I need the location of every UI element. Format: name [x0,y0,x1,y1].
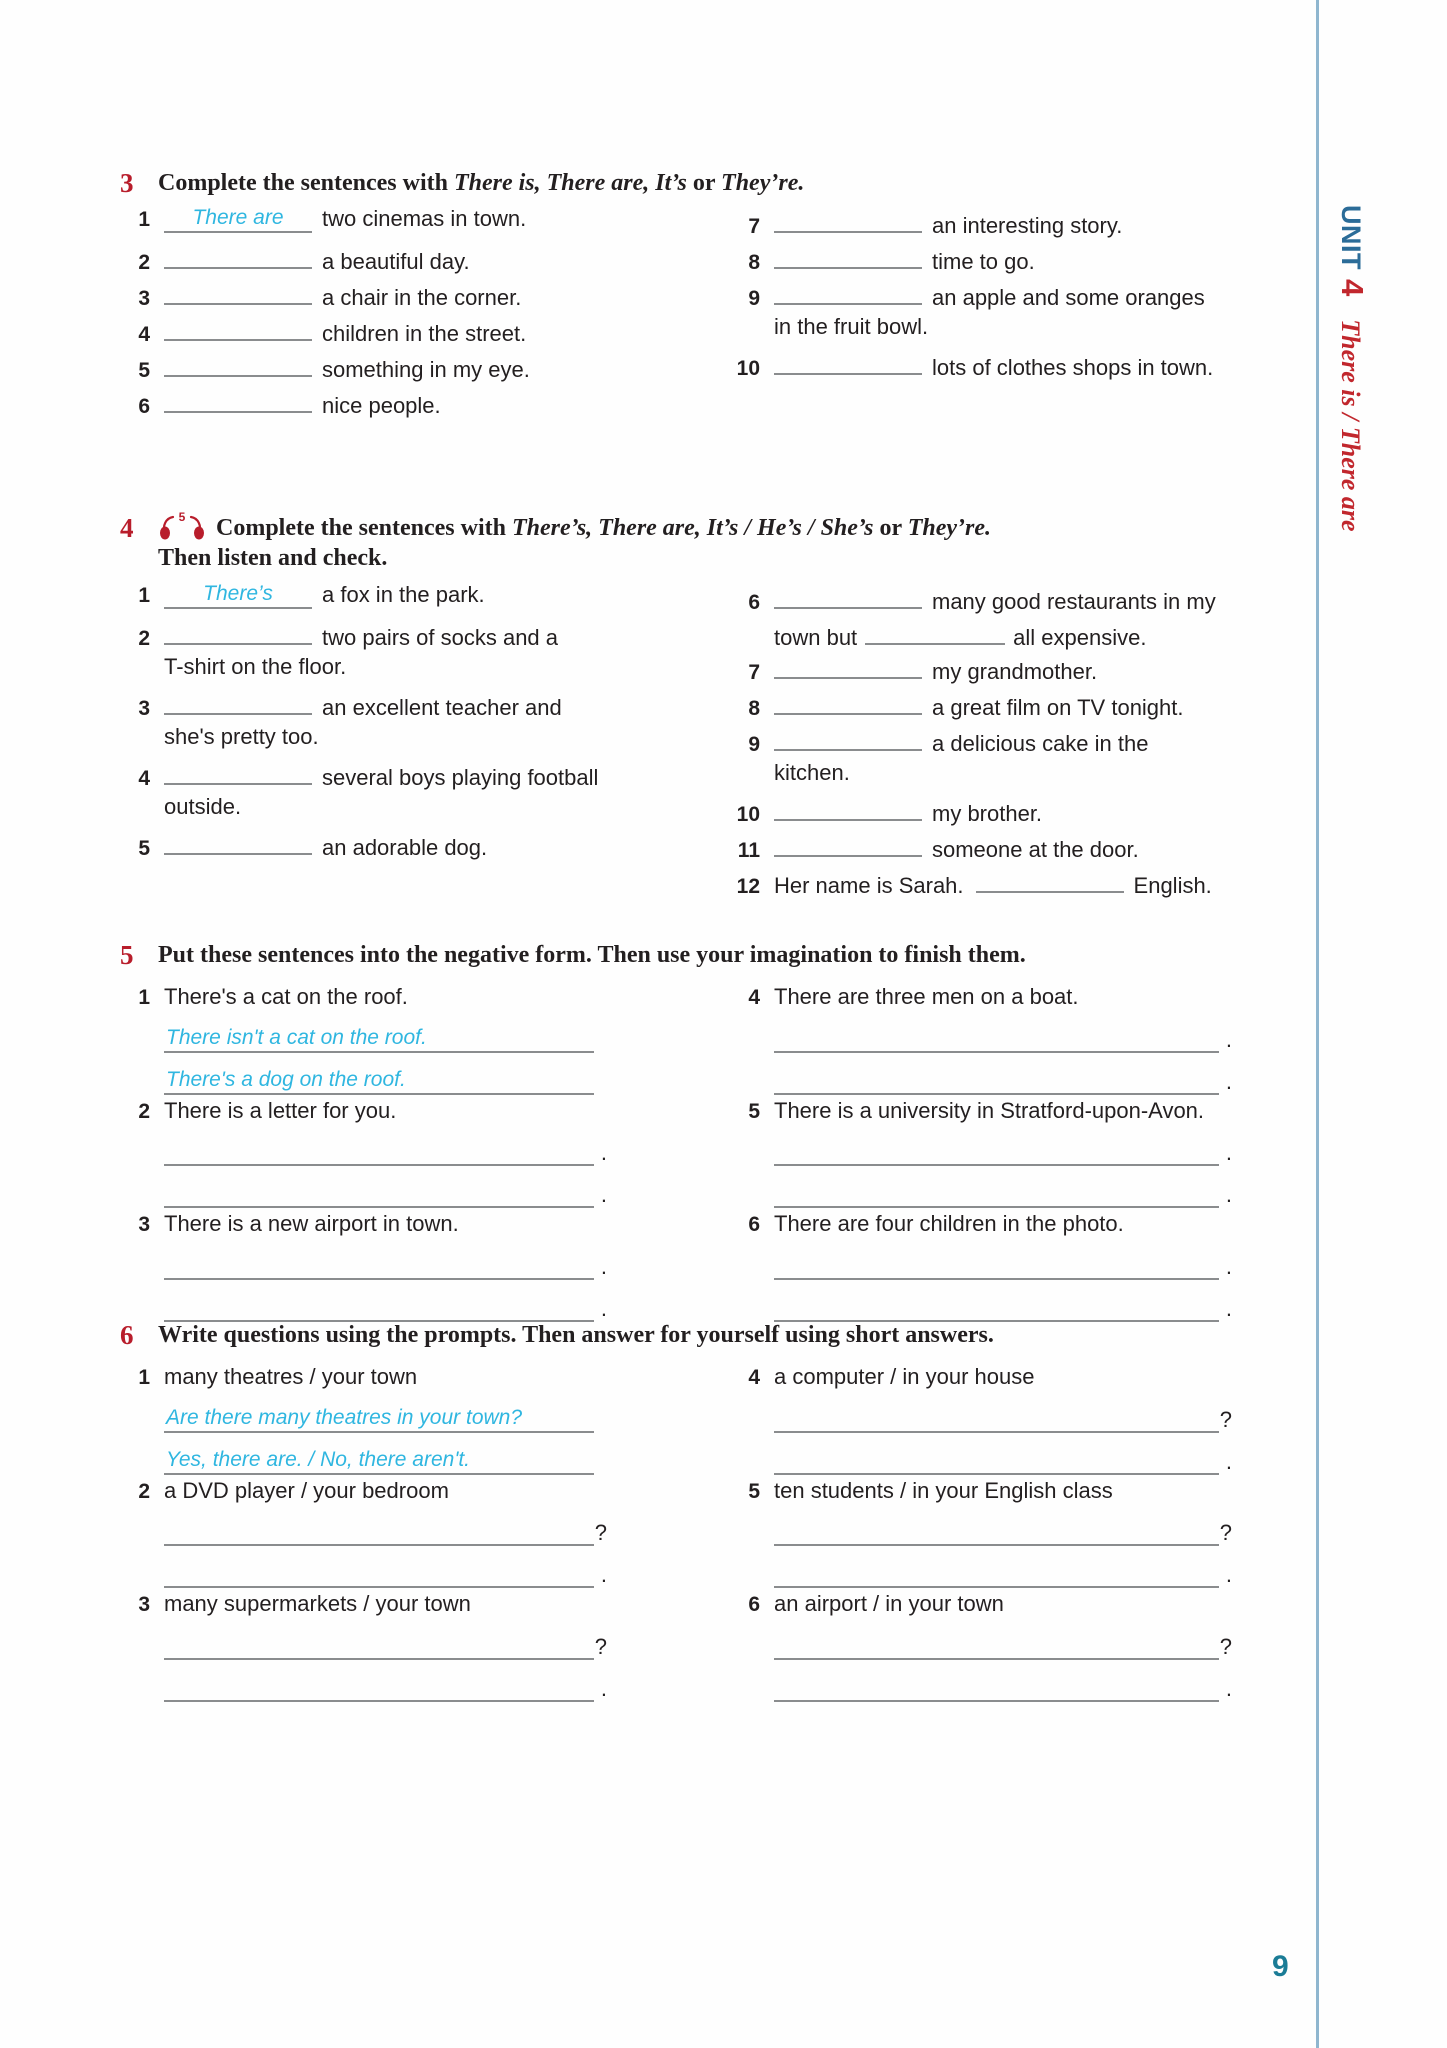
list-item [730,1210,1285,1322]
answer-blank[interactable] [164,280,312,305]
answer-line[interactable] [774,1170,1232,1208]
instr-text: Complete the sentences with [158,170,454,196]
item-text: English. [1133,873,1212,898]
answer-blank[interactable] [164,208,312,233]
list-item [120,584,675,620]
list-item [120,983,675,1095]
answer-blank[interactable] [774,244,922,269]
item-text: something in my eye. [322,357,530,383]
line-end-mark: . [1225,1675,1232,1701]
list-item [730,654,1285,690]
prompt-text: There is a university in Stratford-upon-Avon. [774,1097,1205,1123]
line-end-mark: . [1225,1140,1232,1166]
line-end-mark: ? [1219,1633,1232,1659]
item-text-continued: all expensive. [1013,625,1147,650]
item-text: a fox in the park. [322,582,485,607]
list-item [120,208,675,244]
prompt-text: There are four children in the photo. [774,1211,1124,1237]
answer-blank[interactable] [164,830,312,855]
item-text: two pairs of socks and a [322,625,559,650]
item-text: a chair in the corner. [322,285,522,311]
exercise-4-left-column [120,584,675,904]
audio-track-number: 5 [178,510,186,524]
item-text-continued: in the fruit bowl. [774,314,929,340]
item-number: 6 [138,395,150,419]
item-number: 3 [138,1213,150,1237]
list-item [730,1363,1285,1475]
instr-text: or [873,515,908,541]
item-number: 7 [748,215,760,239]
answer-line[interactable] [164,1437,594,1475]
line-end-mark: . [1225,1182,1232,1208]
instr-italic: There’s, There are, It’s / He’s / She’s [511,515,874,541]
instr-italic: They’re. [721,170,805,196]
item-text: nice people. [322,393,441,419]
item-number: 2 [138,251,150,275]
exercise-4 [120,510,1310,904]
answer-line[interactable] [164,1395,594,1433]
answer-blank[interactable] [164,244,312,269]
prompt-text: There's a cat on the roof. [164,984,408,1010]
answer-line[interactable] [774,1664,1232,1702]
line-end-mark: . [1225,1026,1232,1052]
list-item [120,1590,675,1702]
answer-line[interactable] [164,1128,607,1166]
item-number: 12 [736,875,760,898]
item-number: 3 [138,287,150,311]
line-end-mark: . [600,1253,607,1279]
list-item [120,1210,675,1322]
item-text: my brother. [932,801,1043,826]
list-item [120,620,675,690]
answer-blank[interactable] [164,690,312,715]
exercise-6-number: 6 [120,1320,134,1350]
line-end-mark: . [600,1182,607,1208]
unit-label: UNIT [1336,205,1366,270]
item-number: 1 [138,1366,150,1390]
answer-blank[interactable] [164,316,312,341]
item-number: 3 [138,1593,150,1617]
item-text: time to go. [932,249,1035,275]
item-number: 1 [138,584,150,607]
list-item [120,1477,675,1589]
unit-title: There is / There are [1336,319,1365,532]
prompt-text: There is a new airport in town. [164,1211,459,1237]
answer-line[interactable] [164,1015,594,1053]
answer-blank[interactable] [774,796,922,821]
prompt-text: a DVD player / your bedroom [164,1477,449,1503]
list-item [730,584,1285,654]
list-item [730,868,1285,904]
exercise-5-left-column [120,983,675,1324]
line-end-mark: . [600,1675,607,1701]
line-end-mark: . [1225,1448,1232,1474]
line-end-mark: . [600,1295,607,1321]
answer-blank[interactable] [774,280,922,305]
exercise-3-right-column [730,208,1285,424]
answer-text: There's a dog on the roof. [166,1067,406,1091]
item-text: a great film on TV tonight. [932,695,1184,720]
answer-line[interactable] [164,1284,607,1322]
answer-blank[interactable] [164,760,312,785]
prompt-text: many theatres / your town [164,1364,418,1390]
list-item [120,316,675,352]
answer-line[interactable] [774,1550,1232,1588]
item-number: 5 [138,359,150,383]
item-number: 2 [138,627,150,650]
item-text: an interesting story. [932,213,1123,239]
item-text-continued: outside. [164,794,242,819]
line-end-mark: ? [594,1520,607,1546]
list-item [120,690,675,760]
list-item [730,796,1285,832]
headphones-icon[interactable] [158,510,206,540]
prompt-text: many supermarkets / your town [164,1591,471,1617]
exercise-4-right-column [730,584,1285,904]
answer-blank[interactable] [774,832,922,857]
item-number: 4 [748,1366,760,1390]
answer-blank[interactable] [774,208,922,233]
answer-line[interactable] [164,1664,607,1702]
list-item [730,1097,1285,1209]
item-text: Her name is Sarah. [774,873,964,898]
line-end-mark: . [1225,1295,1232,1321]
item-text-continued: T-shirt on the floor. [164,654,347,679]
answer-text: Yes, there are. / No, there aren't. [166,1447,471,1471]
answer-line[interactable] [774,1284,1232,1322]
item-text-continued: town but [774,625,858,650]
answer-line[interactable] [164,1242,607,1280]
list-item [730,1590,1285,1702]
list-item [120,388,675,424]
item-number: 4 [138,323,150,347]
exercise-3-left-column [120,208,675,424]
line-end-mark: ? [1219,1406,1232,1432]
item-number: 10 [736,803,760,826]
exercise-5-number: 5 [120,940,134,970]
list-item [120,1097,675,1209]
item-text: two cinemas in town. [322,206,527,232]
answer-blank[interactable] [976,868,1124,893]
item-number: 6 [748,1213,760,1237]
prompt-text: an airport / in your town [774,1591,1004,1617]
list-item [120,244,675,280]
list-item [120,352,675,388]
answer-blank[interactable] [164,620,312,645]
item-number: 11 [737,839,760,862]
prompt-text: ten students / in your English class [774,1477,1113,1503]
answer-blank[interactable] [164,388,312,413]
item-text: someone at the door. [932,837,1139,862]
prompt-text: There are three men on a boat. [774,984,1079,1010]
exercise-6-instruction: Write questions using the prompts. Then answer for yourself using short answers. [158,1322,994,1348]
line-end-mark: ? [594,1633,607,1659]
item-number: 8 [748,251,760,275]
answer-line[interactable] [774,1015,1232,1053]
instr-italic: They’re. [907,515,991,541]
answer-line[interactable] [164,1622,607,1660]
exercise-3-instruction [158,168,1310,198]
item-text: several boys playing football [322,765,599,790]
instr-italic: There is, There are, It’s [453,170,687,196]
list-item [730,690,1285,726]
list-item [730,280,1285,350]
answer-blank[interactable] [164,584,312,609]
answer-line[interactable] [774,1057,1232,1095]
answer-blank[interactable] [774,584,922,609]
exercise-3-number: 3 [120,168,134,198]
answer-line[interactable] [164,1170,607,1208]
answer-line[interactable] [164,1550,607,1588]
item-number: 1 [138,208,150,232]
item-text-continued: kitchen. [774,760,850,785]
page-side-rule [1316,0,1319,2048]
list-item [730,983,1285,1095]
item-number: 2 [138,1479,150,1503]
item-text: many good restaurants in my [932,589,1216,614]
line-end-mark: . [1225,1068,1232,1094]
list-item [120,280,675,316]
item-number: 9 [748,733,760,756]
item-text: children in the street. [322,321,527,347]
answer-blank[interactable] [774,350,922,375]
item-number: 4 [138,767,150,790]
item-text-continued: she's pretty too. [164,724,319,749]
exercise-5-instruction: Put these sentences into the negative form. Then use your imagination to finish them. [158,942,1026,968]
prompt-text: There is a letter for you. [164,1097,397,1123]
answer-blank[interactable] [774,726,922,751]
item-number: 7 [748,661,760,684]
line-end-mark: . [1225,1562,1232,1588]
item-number: 8 [748,697,760,720]
list-item [120,830,675,866]
item-number: 2 [138,1099,150,1123]
item-number: 9 [748,287,760,311]
page-number: 9 [1272,1950,1289,1983]
answer-text: There are [192,206,284,230]
exercise-5-right-column [730,983,1285,1324]
answer-line[interactable] [774,1508,1232,1546]
answer-text: There’s [203,582,273,605]
exercise-6 [120,1320,1310,1704]
list-item [120,1363,675,1475]
exercise-6-right-column [730,1363,1285,1704]
line-end-mark: ? [1219,1520,1232,1546]
answer-line[interactable] [774,1395,1232,1433]
list-item [730,350,1285,386]
list-item [730,726,1285,796]
answer-line[interactable] [164,1057,594,1095]
item-text: an apple and some oranges [932,285,1205,311]
answer-blank[interactable] [774,654,922,679]
item-number: 6 [748,591,760,614]
line-end-mark: . [600,1562,607,1588]
item-number: 3 [138,697,150,720]
item-number: 4 [748,986,760,1010]
instr-text: Complete the sentences with [216,515,512,541]
answer-line[interactable] [774,1437,1232,1475]
item-text: my grandmother. [932,659,1098,684]
exercise-4-instruction [158,510,1310,573]
instr-line-2: Then listen and check. [158,545,388,571]
prompt-text: a computer / in your house [774,1364,1035,1390]
exercise-3 [120,168,1310,424]
answer-blank[interactable] [164,352,312,377]
answer-blank[interactable] [774,690,922,715]
item-text: a beautiful day. [322,249,470,275]
answer-blank[interactable] [865,620,1005,645]
item-number: 10 [736,357,760,381]
exercise-5 [120,940,1310,1324]
list-item [730,208,1285,244]
item-number: 5 [748,1479,760,1503]
unit-number: 4 [1335,279,1370,297]
list-item [730,244,1285,280]
unit-sidebar-tab [1330,205,1374,635]
answer-text: There isn't a cat on the roof. [166,1025,427,1049]
answer-line[interactable] [774,1128,1232,1166]
item-text: lots of clothes shops in town. [932,355,1214,381]
line-end-mark: . [1225,1253,1232,1279]
line-end-mark: . [600,1140,607,1166]
answer-line[interactable] [774,1622,1232,1660]
list-item [730,832,1285,868]
item-text: a delicious cake in the [932,731,1149,756]
instr-text: or [686,170,722,196]
item-number: 1 [138,986,150,1010]
item-text: an excellent teacher and [322,695,562,720]
item-number: 5 [748,1099,760,1123]
answer-text: Are there many theatres in your town? [166,1405,523,1429]
item-number: 5 [138,837,150,860]
list-item [120,760,675,830]
exercise-4-number: 4 [120,513,134,543]
item-number: 6 [748,1593,760,1617]
item-text: an adorable dog. [322,835,488,860]
answer-line[interactable] [774,1242,1232,1280]
answer-line[interactable] [164,1508,607,1546]
list-item [730,1477,1285,1589]
exercise-6-left-column [120,1363,675,1704]
